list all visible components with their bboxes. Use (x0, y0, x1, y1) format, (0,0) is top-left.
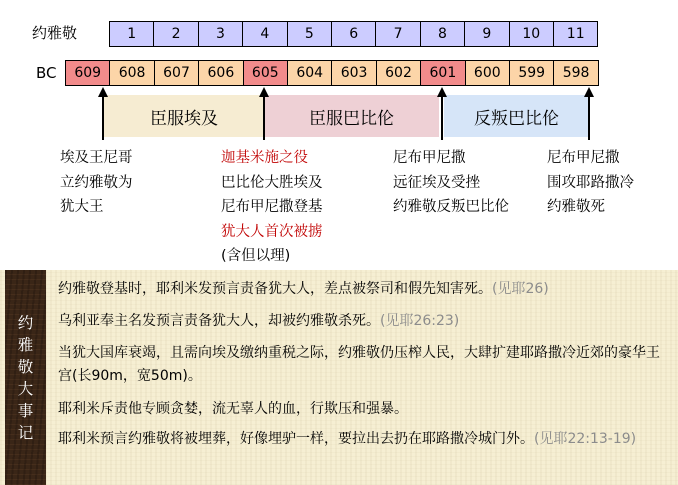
chronicle-paragraph (58, 342, 670, 388)
period-label: 反叛巴比伦 (474, 108, 559, 129)
bc-label: BC (36, 64, 57, 82)
event-line: 尼布甲尼撒 (547, 150, 620, 166)
event-line: 约雅敬死 (547, 199, 605, 215)
event-598 (547, 146, 634, 220)
reign-year-cell: 1 (109, 21, 154, 47)
sidebar-char: 记 (17, 424, 34, 442)
event-line: 埃及王尼哥 (60, 150, 133, 166)
bc-year-cell: 605 (243, 60, 288, 86)
arrow-head-601 (437, 87, 447, 97)
bc-year-cell: 606 (198, 60, 243, 86)
arrow-head-609 (98, 87, 108, 97)
bc-year-cell: 601 (420, 60, 465, 86)
event-line: 巴比伦大胜埃及 (221, 174, 323, 191)
event-line: 尼布甲尼撒 (393, 150, 466, 166)
arrow-601 (441, 94, 443, 140)
event-line: (含但以理) (221, 248, 291, 264)
chronicle-paragraph (58, 278, 670, 301)
reign-year-cell: 3 (198, 21, 243, 47)
event-line: 约雅敬反叛巴比伦 (393, 199, 509, 215)
event-609 (60, 146, 133, 220)
period-band-babylon (264, 95, 439, 137)
paragraph-text: 耶利米斥责他专顾贪婪，流无辜人的血，行欺压和强暴。 (58, 401, 408, 417)
period-band-egypt (104, 95, 264, 137)
event-601 (393, 146, 509, 220)
chronicle-sidebar (5, 270, 46, 485)
arrow-605 (263, 94, 265, 140)
bc-year-cell: 604 (287, 60, 332, 86)
bc-year-cell: 607 (154, 60, 199, 86)
reign-label: 约雅敬 (32, 24, 78, 42)
paragraph-text: 当犹大国库衰竭，且需向埃及缴纳重税之际，约雅敬仍压榨人民，大肆扩建耶路撒冷近郊的豪华王宫(长90m，宽50m)。 (58, 345, 660, 384)
arrow-head-605 (259, 87, 269, 97)
event-line: 围攻耶路撒冷 (547, 174, 634, 191)
sidebar-char: 敬 (17, 358, 34, 376)
scripture-ref: (见耶26:23) (380, 313, 460, 329)
reign-year-cell: 5 (287, 21, 332, 47)
paragraph-text: 约雅敬登基时，耶利米发预言责备犹大人，差点被祭司和假先知害死。 (58, 281, 492, 297)
chronicle-panel (0, 270, 678, 485)
bc-year-cell: 603 (331, 60, 376, 86)
chronicle-paragraph (58, 310, 670, 333)
reign-year-cell: 7 (375, 21, 420, 47)
bc-year-cell: 602 (376, 60, 421, 86)
bc-year-cell: 608 (109, 60, 154, 86)
event-line: 迦基米施之役 (221, 150, 308, 166)
period-band-rebel (444, 95, 589, 137)
bc-year-cell: 600 (465, 60, 510, 86)
scripture-ref: (见耶26) (492, 281, 549, 297)
sidebar-char: 雅 (17, 336, 34, 354)
arrow-head-598 (584, 87, 594, 97)
reign-year-cell: 6 (331, 21, 376, 47)
reign-year-cell: 2 (153, 21, 198, 47)
sidebar-char: 事 (17, 402, 34, 420)
arrow-609 (102, 94, 104, 140)
reign-year-cell: 4 (242, 21, 287, 47)
bc-year-cell: 599 (509, 60, 554, 86)
event-line: 远征埃及受挫 (393, 174, 480, 191)
event-line: 立约雅敬为 (60, 174, 133, 191)
sidebar-char: 约 (17, 314, 34, 332)
event-line: 犹大王 (60, 199, 104, 215)
scripture-ref: (见耶22:13-19) (534, 431, 637, 447)
period-label: 臣服埃及 (150, 108, 218, 129)
period-label: 臣服巴比伦 (309, 108, 394, 129)
reign-year-cell: 8 (420, 21, 465, 47)
arrow-598 (588, 94, 590, 140)
reign-year-cell: 10 (509, 21, 554, 47)
paragraph-text: 耶利米预言约雅敬将被埋葬，好像埋驴一样，要拉出去扔在耶路撒冷城门外。 (58, 431, 534, 447)
event-line: 犹大人首次被掳 (221, 223, 323, 240)
reign-year-cell: 11 (553, 21, 598, 47)
chronicle-paragraph (58, 428, 670, 451)
bc-year-cell: 598 (553, 60, 598, 86)
paragraph-text: 乌利亚奉主名发预言责备犹大人，却被约雅敬杀死。 (58, 313, 380, 329)
event-605 (221, 146, 323, 269)
chronicle-paragraph (58, 398, 670, 421)
bc-year-cell: 609 (65, 60, 110, 86)
reign-year-cell: 9 (464, 21, 509, 47)
sidebar-char: 大 (17, 380, 34, 398)
event-line: 尼布甲尼撒登基 (221, 199, 323, 215)
